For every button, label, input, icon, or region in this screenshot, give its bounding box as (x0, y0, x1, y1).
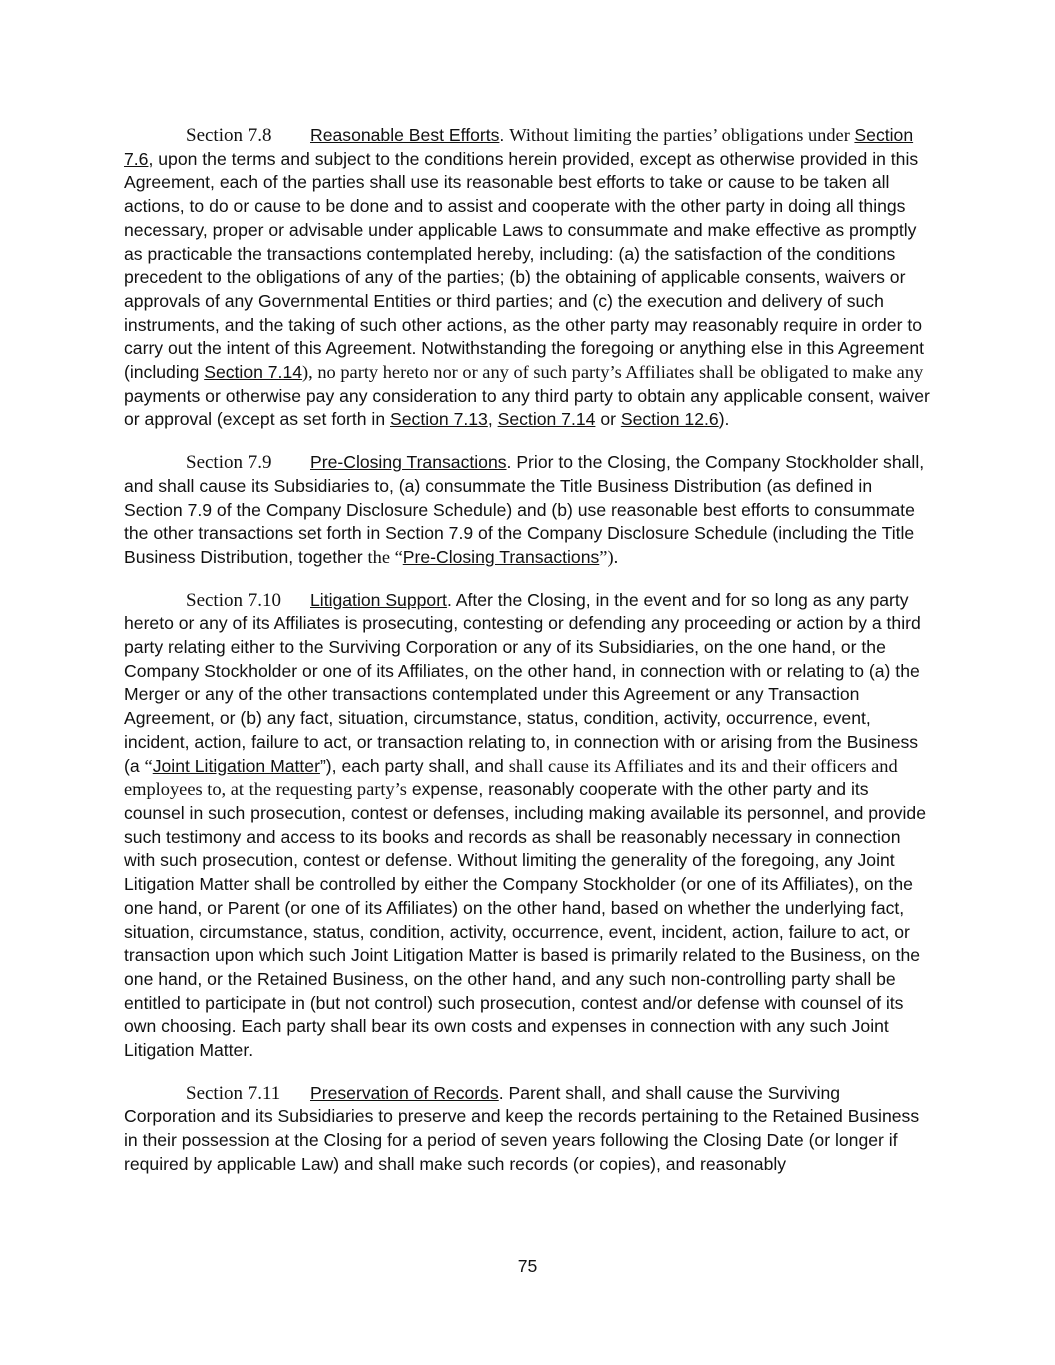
body-text: ”). (599, 546, 619, 567)
defined-term: Pre-Closing Transactions (402, 546, 600, 567)
section-number: Section 7.10 (186, 589, 281, 611)
section-heading: Pre-Closing Transactions (310, 452, 507, 473)
defined-term: Joint Litigation Matter (152, 755, 320, 776)
cross-reference: Section 7.6 (124, 125, 914, 169)
cross-reference: Section 12.6 (620, 409, 719, 430)
section-heading: Preservation of Records (310, 1082, 499, 1103)
body-text: ”), each party shall, and (319, 755, 509, 776)
body-text: . (499, 125, 510, 145)
body-text: or (595, 409, 621, 430)
section-7-11-paragraph (124, 1082, 934, 1177)
body-text: the “ (367, 546, 403, 567)
cross-reference: Section 7.13 (390, 409, 488, 430)
cross-reference: Section 7.14 (497, 409, 596, 430)
document-page (124, 124, 934, 1196)
body-text: ), no party hereto nor or any of such party’s Affiliates shall be obligated to make any (302, 362, 924, 383)
section-7-10-paragraph (124, 589, 934, 1063)
body-text: , upon the terms and subject to the conditions herein provided, except as otherwise provided in this Agreement, each of the parties shall use its reasonable best efforts to take or cause to be taken all actions, to do or cause to be done and to assist and cooperate with the other party in doing all things necessary, proper or advisable under applicable Laws to consummate and make effective as promptly as practicable the transactions contemplated hereby, including: (a) the satisfaction of the conditions precedent to the obligations of any of the parties; (b) the obtaining of applicable consents, waivers or approvals of any Governmental Entities or third parties; and (c) the execution and delivery of such instruments, and the taking of such other actions, as the other party may reasonably require in order to carry out the intent of this Agreement. Notwithstanding the foregoing or anything else in this Agreement (including (124, 148, 925, 383)
body-text: . After the Closing, in the event and for so long as any party hereto or any of its Affiliates is prosecuting, contesting or defending any proceeding or action by a third party relating either to the Surviving Corporation or any of its Subsidiaries, on the one hand, or the Company Stockholder or one of its Affiliates, on the other hand, in connection with or relating to (a) the Merger or any of the other transactions contemplated under this Agreement or any Transaction Agreement, or (b) any fact, situation, circumstance, status, condition, activity, occurrence, event, incident, action, failure to act, or transaction relating to, in connection with or arising from the Business (a (124, 589, 921, 776)
section-7-9-paragraph (124, 451, 934, 570)
body-text: Without limiting the parties’ obligations under (509, 125, 855, 145)
body-text: payments or otherwise pay any consideration to any third party to obtain any applicable consent, waiver or approval (except as set forth in (124, 385, 930, 430)
section-number: Section 7.9 (186, 452, 272, 474)
body-text: . Parent shall, and shall cause the Surviving Corporation and its Subsidiaries to preserve and keep the records pertaining to the Retained Business in their possession at the Closing for a period of seven years following the Closing Date (or longer if required by applicable Law) and shall make such records (or copies), and reasonably (124, 1082, 920, 1174)
section-7-8-paragraph (124, 124, 934, 432)
section-heading: Litigation Support (310, 589, 447, 610)
body-text: . Prior to the Closing, the Company Stockholder shall, and shall cause its Subsidiaries to, (a) consummate the Title Business Distribution (as defined in Section 7.9 of the Company Disclosure Schedule) and (b) use reasonable best efforts to consummate the other transactions set forth in Section 7.9 of the Company Disclosure Schedule (including the Title Business Distribution, together (124, 452, 925, 567)
body-text: expense, reasonably cooperate with the other party and its counsel in such prosecution, contest or defenses, including making available its personnel, and provide such testimony and access to its books and records as shall be reasonably necessary in connection with such prosecution, contest or defense. Without limiting the generality of the foregoing, any Joint Litigation Matter shall be controlled by either the Company Stockholder (or one of its Affiliates), on the one hand, or Parent (or one of its Affiliates) on the other hand, based on whether the underlying fact, situation, circumstance, status, condition, activity, occurrence, event, incident, action, failure to act, or transaction upon which such Joint Litigation Matter is based is primarily related to the Business, on the one hand, or the Retained Business, on the other hand, and any such non-controlling party shall be entitled to participate in (but not control) such prosecution, contest and/or defense with counsel of its own choosing. Each party shall bear its own costs and expenses in connection with any such Joint Litigation Matter. (124, 779, 926, 1061)
body-text: “ (144, 755, 153, 776)
cross-reference: Section 7.14 (204, 362, 303, 383)
page-number: 75 (517, 1256, 538, 1276)
section-number: Section 7.8 (186, 125, 272, 146)
section-number: Section 7.11 (186, 1082, 281, 1104)
body-text: shall cause its Affiliates and its and their officers and employees to, at the requesting party’s (124, 755, 898, 800)
body-text: ). (718, 409, 730, 430)
body-text: , (487, 409, 498, 430)
section-heading: Reasonable Best Efforts (310, 125, 500, 145)
